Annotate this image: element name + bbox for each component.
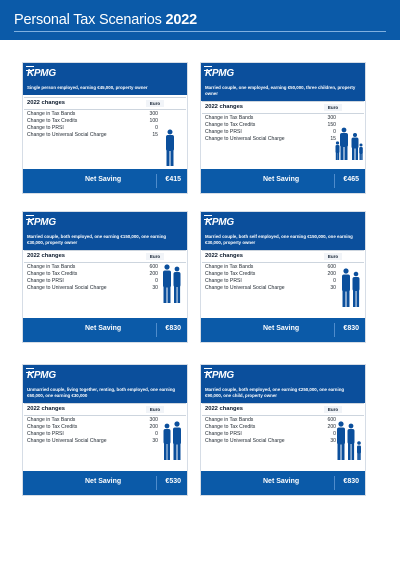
row-label: Change in Tax Bands [27, 264, 76, 270]
table-heading: 2022 changes [27, 253, 66, 259]
row-value: 100 [149, 118, 158, 124]
table-heading: 2022 changes [205, 406, 244, 412]
table-header [24, 403, 186, 416]
scenario-card-1 [23, 63, 187, 193]
row-value: 200 [149, 271, 158, 277]
net-saving-label: Net Saving [85, 478, 122, 485]
row-value: 30 [330, 438, 336, 444]
kpmg-logo: KPMG [27, 68, 56, 79]
net-saving-bar [201, 318, 365, 342]
net-saving-value: €830 [343, 478, 359, 485]
row-label: Change to PRSI [27, 431, 64, 437]
row-label: Change to Universal Social Charge [27, 438, 107, 444]
row-label: Change to PRSI [27, 125, 64, 131]
currency-column: Euro [146, 100, 164, 107]
kpmg-logo: KPMG [27, 370, 56, 381]
kpmg-logo: KPMG [27, 217, 56, 228]
scenario-description: Married couple, both self employed, one earning €150,000, one earning €30,000, property owner [205, 234, 353, 245]
row-label: Change to Universal Social Charge [205, 136, 285, 142]
scenario-description: Married couple, both employed, one earning €250,000, one earning €90,000, one child, property owner [205, 387, 345, 398]
row-label: Change to Universal Social Charge [205, 285, 285, 291]
kpmg-logo: KPMG [205, 217, 234, 228]
header-rule [14, 31, 386, 32]
net-saving-value: €830 [165, 325, 181, 332]
row-value: 15 [152, 132, 158, 138]
row-value: 600 [327, 264, 336, 270]
net-saving-label: Net Saving [263, 325, 300, 332]
change-rows [204, 115, 334, 143]
net-saving-value: €465 [343, 176, 359, 183]
row-label: Change to Tax Credits [205, 424, 256, 430]
change-rows [26, 111, 156, 139]
table-header [24, 250, 186, 263]
row-value: 30 [330, 285, 336, 291]
change-rows [26, 417, 156, 445]
table-row [26, 431, 156, 438]
table-heading: 2022 changes [205, 253, 244, 259]
row-label: Change in Tax Bands [27, 417, 76, 423]
saving-divider [334, 174, 335, 188]
table-row [204, 278, 334, 285]
table-row [26, 125, 156, 132]
net-saving-label: Net Saving [263, 478, 300, 485]
single-person-icon [163, 129, 177, 167]
page-title-year: 2022 [165, 12, 197, 28]
table-row [204, 285, 334, 292]
table-row [26, 271, 156, 278]
row-label: Change to Tax Credits [27, 271, 78, 277]
table-header [24, 97, 186, 110]
table-row [204, 129, 334, 136]
table-row [204, 122, 334, 129]
card-header [23, 63, 187, 95]
row-value: 300 [149, 111, 158, 117]
row-value: 0 [155, 431, 158, 437]
table-row [26, 417, 156, 424]
table-row [204, 136, 334, 143]
net-saving-label: Net Saving [85, 325, 122, 332]
net-saving-value: €530 [165, 478, 181, 485]
row-label: Change to Tax Credits [27, 118, 78, 124]
table-header [202, 101, 364, 114]
card-header [201, 63, 365, 101]
row-label: Change to Tax Credits [205, 122, 256, 128]
scenario-description: Unmarried couple, living together, renting, both employed, one earning €60,000, one earning €30,000 [27, 387, 176, 398]
currency-column: Euro [324, 104, 342, 111]
scenario-description: Single person employed, earning €45,000, property owner [27, 85, 148, 90]
row-value: 200 [149, 424, 158, 430]
table-row [204, 417, 334, 424]
row-value: 300 [149, 417, 158, 423]
kpmg-logo: KPMG [205, 370, 234, 381]
couple-icon [161, 264, 183, 304]
family-three-children-icon [335, 127, 363, 161]
saving-divider [156, 323, 157, 337]
row-value: 600 [149, 264, 158, 270]
table-row [26, 424, 156, 431]
table-row [26, 438, 156, 445]
row-label: Change to Universal Social Charge [27, 285, 107, 291]
net-saving-bar [201, 471, 365, 495]
table-row [26, 132, 156, 139]
scenario-card-6 [201, 365, 365, 495]
page-title-text: Personal Tax Scenarios [14, 12, 162, 28]
row-label: Change in Tax Bands [205, 264, 254, 270]
scenario-description: Married couple, both employed, one earning €150,000, one earning €30,000, property owner [27, 234, 167, 245]
page-header [0, 0, 400, 40]
row-label: Change in Tax Bands [27, 111, 76, 117]
scenario-card-3 [23, 212, 187, 342]
table-heading: 2022 changes [205, 104, 244, 110]
family-one-child-icon [335, 421, 363, 461]
table-row [204, 271, 334, 278]
row-label: Change to PRSI [27, 278, 64, 284]
saving-divider [156, 476, 157, 490]
scenario-card-5 [23, 365, 187, 495]
row-label: Change to Universal Social Charge [27, 132, 107, 138]
row-value: 0 [155, 125, 158, 131]
row-label: Change in Tax Bands [205, 417, 254, 423]
row-label: Change to PRSI [205, 129, 242, 135]
saving-divider [334, 323, 335, 337]
row-value: 15 [330, 136, 336, 142]
couple-icon [161, 421, 183, 461]
table-heading: 2022 changes [27, 100, 66, 106]
row-value: 150 [327, 122, 336, 128]
currency-column: Euro [324, 406, 342, 413]
net-saving-bar [201, 169, 365, 193]
net-saving-label: Net Saving [263, 176, 300, 183]
row-value: 0 [333, 431, 336, 437]
row-label: Change in Tax Bands [205, 115, 254, 121]
card-header [201, 365, 365, 403]
row-value: 0 [333, 129, 336, 135]
row-label: Change to PRSI [205, 278, 242, 284]
scenario-description: Married couple, one employed, earning €50,000, three children, property owner [205, 85, 356, 96]
table-row [26, 285, 156, 292]
row-label: Change to Universal Social Charge [205, 438, 285, 444]
row-label: Change to Tax Credits [205, 271, 256, 277]
table-row [26, 111, 156, 118]
table-heading: 2022 changes [27, 406, 66, 412]
net-saving-label: Net Saving [85, 176, 122, 183]
table-header [202, 403, 364, 416]
net-saving-bar [23, 471, 187, 495]
currency-column: Euro [324, 253, 342, 260]
currency-column: Euro [146, 253, 164, 260]
card-header [201, 212, 365, 250]
saving-divider [334, 476, 335, 490]
change-rows [204, 264, 334, 292]
scenario-card-2 [201, 63, 365, 193]
page-title [14, 12, 197, 28]
table-row [26, 264, 156, 271]
row-value: 30 [152, 285, 158, 291]
couple-icon [339, 268, 361, 308]
net-saving-bar [23, 169, 187, 193]
card-header [23, 212, 187, 250]
row-label: Change to Tax Credits [27, 424, 78, 430]
net-saving-value: €415 [165, 176, 181, 183]
table-row [204, 115, 334, 122]
row-value: 200 [327, 424, 336, 430]
table-row [204, 431, 334, 438]
table-row [204, 438, 334, 445]
scenario-card-4 [201, 212, 365, 342]
currency-column: Euro [146, 406, 164, 413]
table-header [202, 250, 364, 263]
row-value: 200 [327, 271, 336, 277]
change-rows [204, 417, 334, 445]
row-value: 300 [327, 115, 336, 121]
change-rows [26, 264, 156, 292]
table-row [26, 278, 156, 285]
saving-divider [156, 174, 157, 188]
card-header [23, 365, 187, 403]
table-row [204, 424, 334, 431]
row-value: 30 [152, 438, 158, 444]
net-saving-value: €830 [343, 325, 359, 332]
row-value: 0 [155, 278, 158, 284]
row-label: Change to PRSI [205, 431, 242, 437]
kpmg-logo: KPMG [205, 68, 234, 79]
net-saving-bar [23, 318, 187, 342]
table-row [204, 264, 334, 271]
row-value: 0 [333, 278, 336, 284]
row-value: 600 [327, 417, 336, 423]
table-row [26, 118, 156, 125]
